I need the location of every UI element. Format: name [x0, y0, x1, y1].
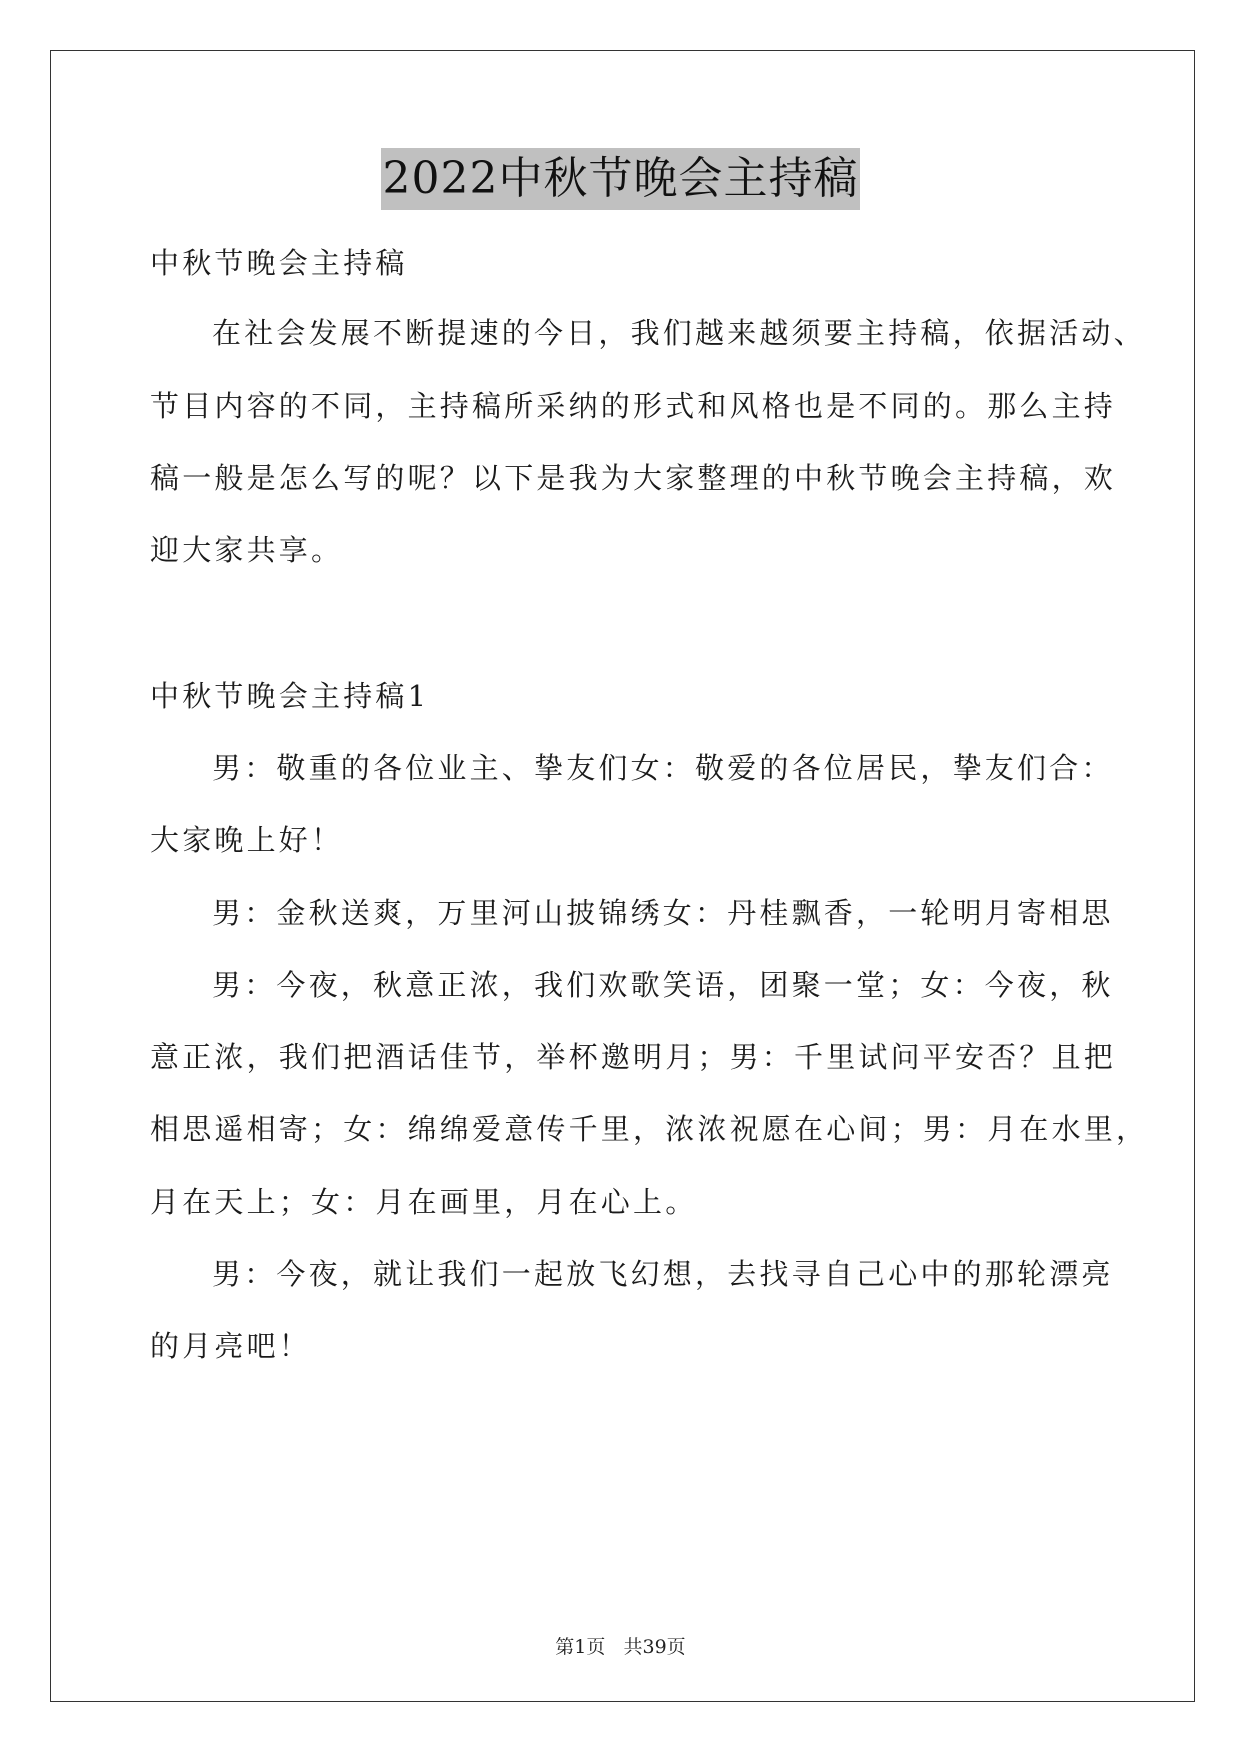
- paragraph-line: 稿一般是怎么写的呢？以下是我为大家整理的中秋节晚会主持稿，欢: [150, 461, 1117, 495]
- section-heading: 中秋节晚会主持稿: [150, 246, 408, 280]
- paragraph-line: 节目内容的不同，主持稿所采纳的形式和风格也是不同的。那么主持: [150, 389, 1117, 423]
- paragraph-line: 男：今夜，秋意正浓，我们欢歌笑语，团聚一堂；女：今夜，秋: [212, 968, 1114, 1002]
- paragraph-line: 男：敬重的各位业主、挚友们女：敬爱的各位居民，挚友们合：: [212, 751, 1114, 785]
- document-title: 2022中秋节晚会主持稿: [381, 148, 861, 210]
- section-heading: 中秋节晚会主持稿1: [150, 679, 430, 713]
- paragraph-line: 的月亮吧！: [150, 1329, 312, 1363]
- paragraph-line: 意正浓，我们把酒话佳节，举杯邀明月；男：千里试问平安否？且把: [150, 1040, 1117, 1074]
- paragraph-line: 在社会发展不断提速的今日，我们越来越须要主持稿，依据活动、: [212, 316, 1146, 350]
- title-container: [0, 148, 1241, 210]
- paragraph-line: 男：金秋送爽，万里河山披锦绣女：丹桂飘香，一轮明月寄相思: [212, 896, 1114, 930]
- paragraph-line: 月在天上；女：月在画里，月在心上。: [150, 1185, 698, 1219]
- page-footer: 第1页 共39页: [555, 1636, 686, 1658]
- paragraph-line: 相思遥相寄；女：绵绵爱意传千里，浓浓祝愿在心间；男：月在水里，: [150, 1112, 1149, 1146]
- paragraph-line: 男：今夜，就让我们一起放飞幻想，去找寻自己心中的那轮漂亮: [212, 1257, 1114, 1291]
- paragraph-line: 大家晚上好！: [150, 823, 344, 857]
- page-border: [50, 50, 1195, 1702]
- paragraph-line: 迎大家共享。: [150, 533, 344, 567]
